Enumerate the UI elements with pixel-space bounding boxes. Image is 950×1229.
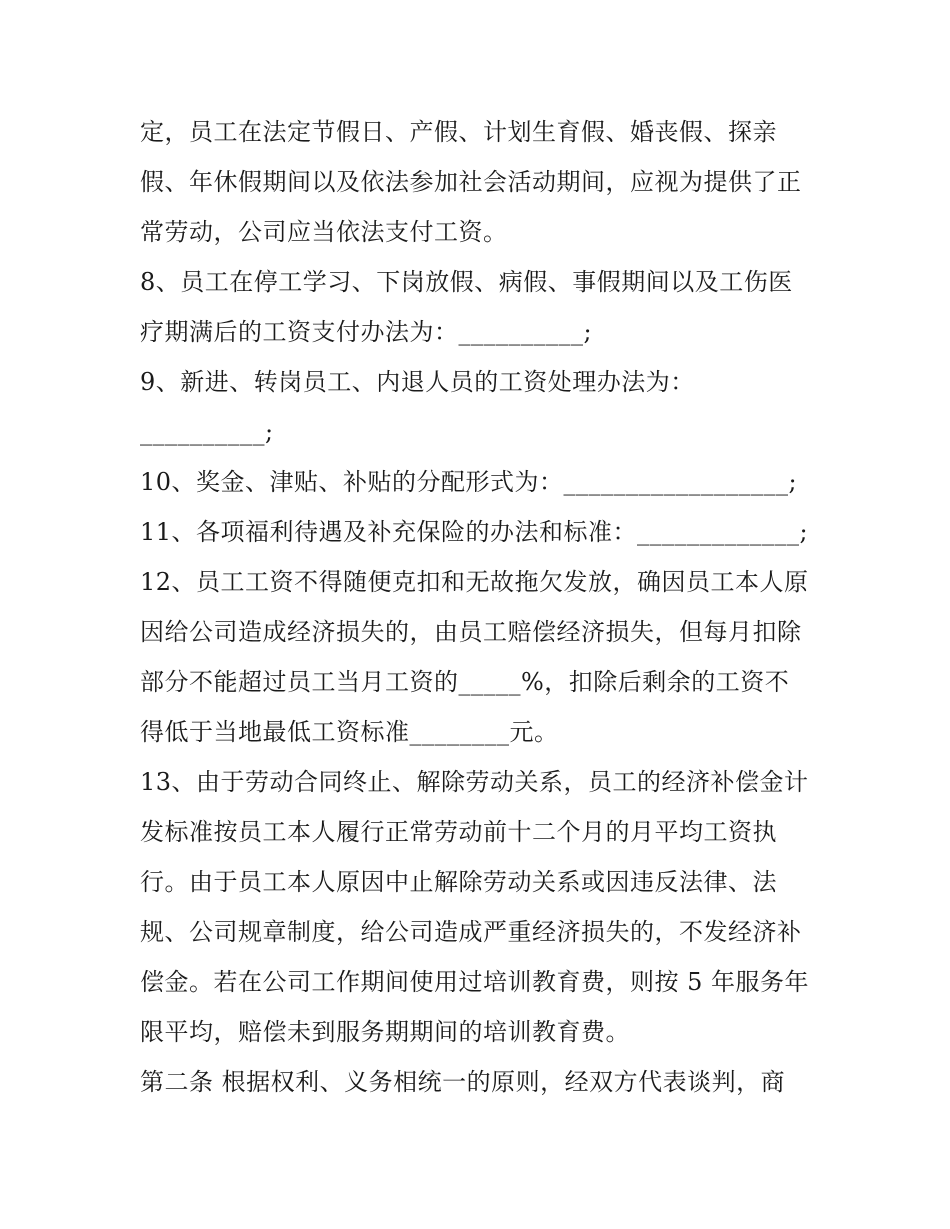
clause-12-line: 12、员工工资不得随便克扣和无故拖欠发放，确因员工本人原 [140, 568, 809, 596]
text-line: 假、年休假期间以及依法参加社会活动期间，应视为提供了正 [140, 168, 802, 196]
text-line: 定，员工在法定节假日、产假、计划生育假、婚丧假、探亲 [140, 118, 777, 146]
text-line: 发标准按员工本人履行正常劳动前十二个月的月平均工资执 [140, 818, 777, 846]
text-line: 行。由于员工本人原因中止解除劳动关系或因违反法律、法 [140, 868, 777, 896]
clause-12-amount-line: 得低于当地最低工资标准________元。 [140, 718, 559, 746]
text-line: 偿金。若在公司工作期间使用过培训教育费，则按 5 年服务年 [140, 968, 810, 996]
clause-8-line: 8、员工在停工学习、下岗放假、病假、事假期间以及工伤医 [140, 268, 793, 296]
text-line: 规、公司规章制度，给公司造成严重经济损失的，不发经济补 [140, 918, 802, 946]
text-line: 限平均，赔偿未到服务期期间的培训教育费。 [140, 1018, 630, 1046]
article-2-line: 第二条 根据权利、义务相统一的原则，经双方代表谈判，商 [140, 1068, 786, 1096]
clause-8-blank-line: 疗期满后的工资支付办法为：__________; [140, 318, 593, 346]
clause-13-line: 13、由于劳动合同终止、解除劳动关系，员工的经济补偿金计 [140, 768, 809, 796]
clause-9-blank-line: __________; [140, 418, 274, 446]
clause-10-line: 10、奖金、津贴、补贴的分配形式为：__________________; [140, 468, 798, 496]
text-line: 常劳动，公司应当依法支付工资。 [140, 218, 508, 246]
document-body [140, 107, 820, 1107]
clause-11-line: 11、各项福利待遇及补充保险的办法和标准：_____________; [140, 518, 809, 546]
text-line: 因给公司造成经济损失的，由员工赔偿经济损失，但每月扣除 [140, 618, 802, 646]
clause-9-line: 9、新进、转岗员工、内退人员的工资处理办法为： [140, 368, 695, 396]
clause-12-percent-line: 部分不能超过员工当月工资的_____%，扣除后剩余的工资不 [140, 668, 790, 696]
